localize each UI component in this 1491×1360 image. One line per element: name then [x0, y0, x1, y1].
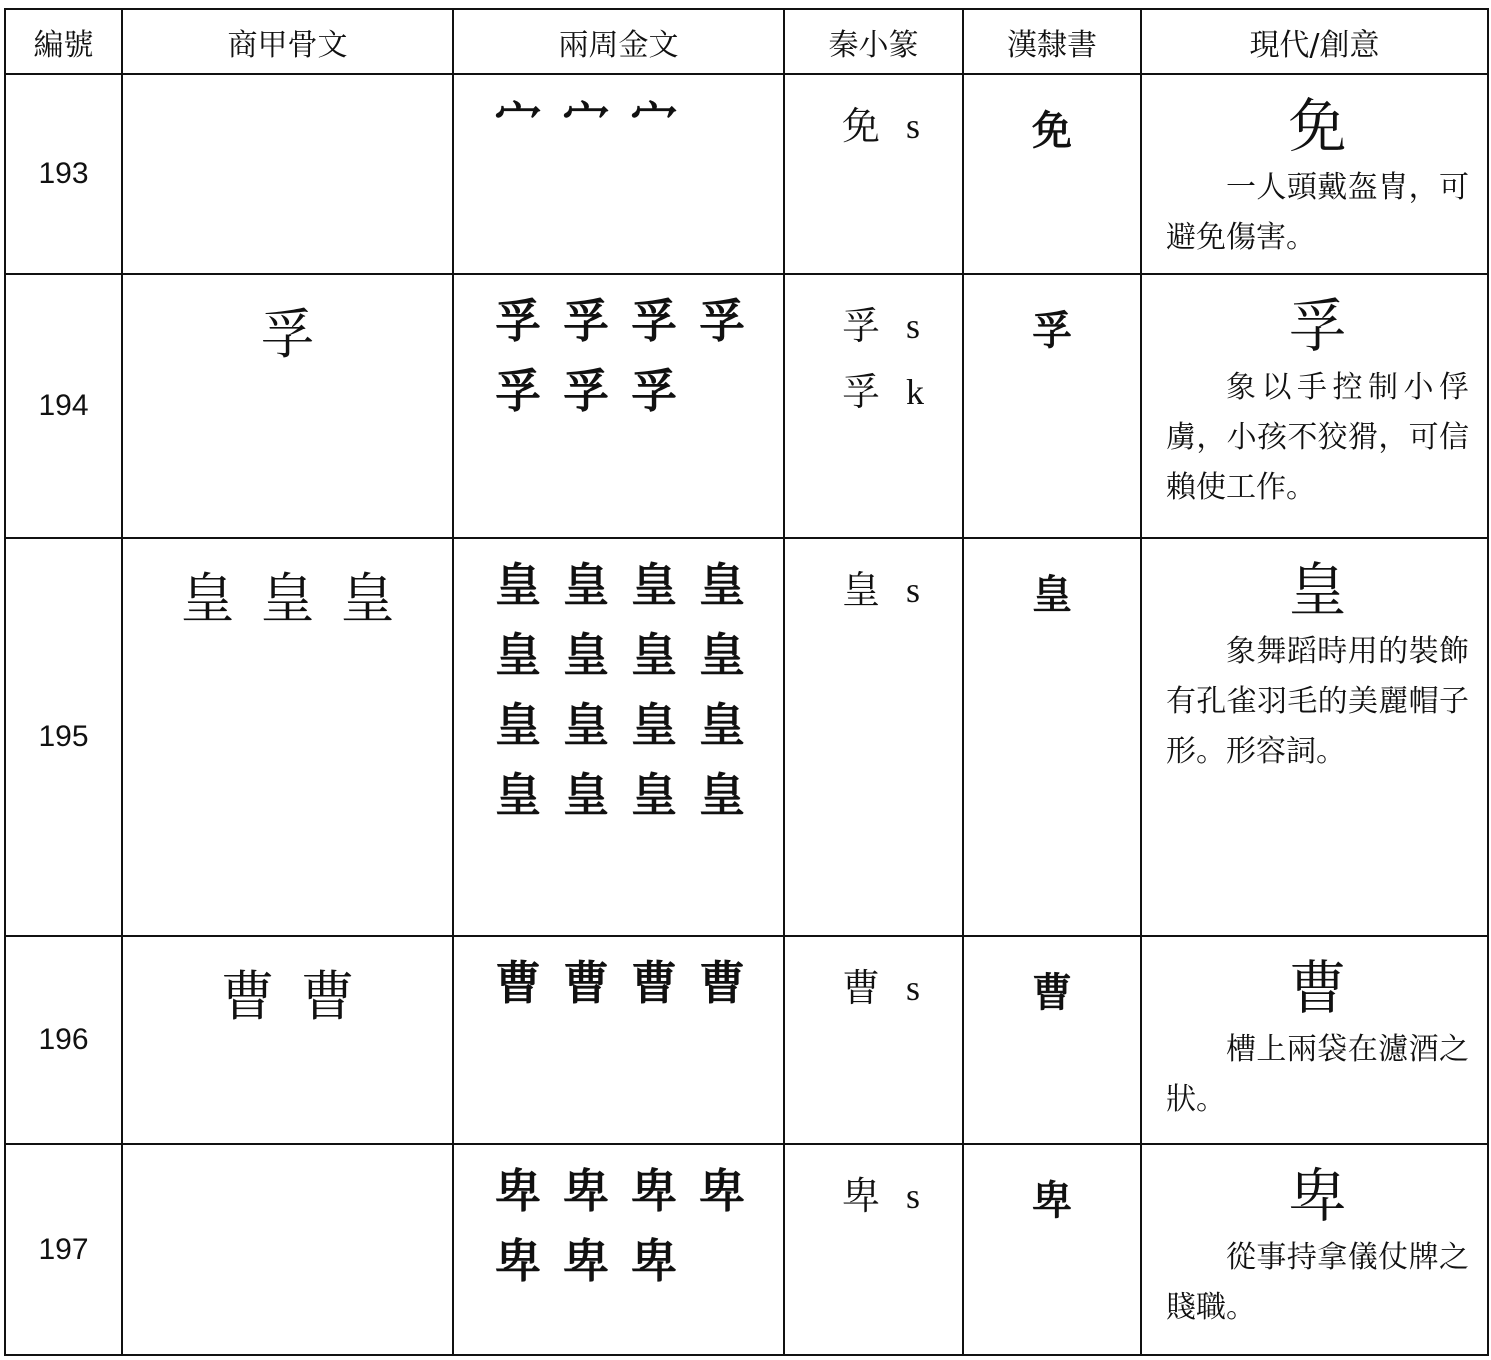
table-row: [5, 1144, 1488, 1355]
bronze-cell: [453, 1144, 784, 1355]
seal-glyph: 卑: [841, 1174, 880, 1218]
oracle-glyph: 皇: [180, 567, 235, 630]
clerical-glyph: 皇: [963, 538, 1141, 936]
bronze-glyph-row: [484, 1163, 763, 1219]
bronze-glyph: 孚: [495, 364, 541, 418]
bronze-glyph: 皇: [699, 628, 745, 682]
bronze-glyph: 皇: [495, 768, 541, 822]
bronze-glyph: 卑: [699, 1164, 745, 1218]
bronze-glyph: 卑: [563, 1164, 609, 1218]
oracle-bone-cell: [122, 936, 453, 1144]
bronze-glyph-row: [484, 955, 763, 1011]
bronze-glyph: 皇: [495, 558, 541, 612]
modern-cell: [1141, 274, 1488, 538]
bronze-glyph: 卑: [495, 1234, 541, 1288]
bronze-glyph: 皇: [699, 558, 745, 612]
bronze-glyph-row: [484, 627, 763, 683]
bronze-glyph: 曹: [699, 956, 745, 1010]
row-number: 196: [5, 936, 122, 1144]
modern-cell: [1141, 936, 1488, 1144]
oracle-glyph: 孚: [260, 303, 315, 366]
bronze-glyph-row: [484, 557, 763, 613]
table-row: [5, 274, 1488, 538]
oracle-bone-cell: [122, 274, 453, 538]
seal-entry: [840, 101, 952, 151]
bronze-glyph: 孚: [563, 364, 609, 418]
bronze-glyph: 孚: [699, 294, 745, 348]
oracle-glyph: 曹: [300, 965, 355, 1028]
bronze-glyph: 皇: [631, 698, 677, 752]
oracle-bone-cell: [122, 74, 453, 274]
explanation-text: 象以手控制小俘虜，小孩不狡猾，可信賴使工作。: [1166, 370, 1469, 505]
explanation-text: 槽上兩袋在濾酒之狀。: [1166, 1032, 1469, 1117]
row-number: 194: [5, 274, 122, 538]
clerical-glyph: 卑: [963, 1144, 1141, 1355]
seal-entry: [840, 301, 952, 351]
bronze-glyph: 皇: [699, 768, 745, 822]
bronze-glyph: 皇: [563, 628, 609, 682]
bronze-glyph: 孚: [631, 294, 677, 348]
bronze-glyph: 宀: [563, 94, 609, 148]
bronze-cell: [453, 74, 784, 274]
bronze-glyph: 宀: [631, 94, 677, 148]
explanation-text: 象舞蹈時用的裝飾有孔雀羽毛的美麗帽子形。形容詞。: [1166, 634, 1469, 769]
seal-entry: [840, 565, 952, 615]
seal-entry: [840, 963, 952, 1013]
row-number: 197: [5, 1144, 122, 1355]
oracle-glyph: 皇: [340, 567, 395, 630]
small-seal-cell: [784, 74, 963, 274]
bronze-cell: [453, 538, 784, 936]
seal-glyph: 孚: [841, 304, 880, 348]
bronze-glyph-row: [484, 363, 763, 419]
header-bronze: 兩周金文: [453, 9, 784, 74]
bronze-cell: [453, 274, 784, 538]
row-number: 195: [5, 538, 122, 936]
bronze-glyph: 曹: [495, 956, 541, 1010]
seal-glyph: 免: [841, 104, 880, 148]
modern-cell: [1141, 74, 1488, 274]
modern-character: 免: [1288, 92, 1347, 160]
bronze-glyph: 曹: [631, 956, 677, 1010]
seal-glyph: 曹: [841, 966, 880, 1010]
header-modern: 現代/創意: [1141, 9, 1488, 74]
oracle-bone-cell: [122, 1144, 453, 1355]
bronze-glyph: 皇: [495, 628, 541, 682]
bronze-cell: [453, 936, 784, 1144]
small-seal-cell: [784, 1144, 963, 1355]
bronze-glyph: 卑: [631, 1234, 677, 1288]
clerical-glyph: 免: [963, 74, 1141, 274]
clerical-glyph: 孚: [963, 274, 1141, 538]
table-row: [5, 538, 1488, 936]
seal-source-tag: k: [906, 372, 924, 412]
modern-character: 孚: [1288, 292, 1347, 360]
header-row: [5, 9, 1488, 74]
seal-source-tag: s: [906, 1176, 921, 1216]
bronze-glyph: 皇: [563, 698, 609, 752]
modern-cell: [1141, 538, 1488, 936]
modern-cell: [1141, 1144, 1488, 1355]
oracle-glyph: 曹: [220, 965, 275, 1028]
oracle-bone-cell: [122, 538, 453, 936]
header-small-seal: 秦小篆: [784, 9, 963, 74]
bronze-glyph-row: [484, 1233, 763, 1289]
character-evolution-table: [4, 8, 1489, 1356]
bronze-glyph: 卑: [495, 1164, 541, 1218]
bronze-glyph: 曹: [563, 956, 609, 1010]
modern-character: 曹: [1288, 954, 1347, 1022]
bronze-glyph: 皇: [631, 768, 677, 822]
seal-source-tag: s: [906, 106, 921, 146]
header-clerical: 漢隸書: [963, 9, 1141, 74]
bronze-glyph: 孚: [631, 364, 677, 418]
seal-source-tag: s: [906, 306, 921, 346]
explanation-text: 一人頭戴盔冑，可避免傷害。: [1166, 170, 1469, 255]
bronze-glyph: 皇: [495, 698, 541, 752]
modern-character: 卑: [1288, 1162, 1347, 1230]
bronze-glyph: 皇: [563, 768, 609, 822]
seal-glyph: 孚: [841, 370, 880, 414]
header-number: 編號: [5, 9, 122, 74]
row-number: 193: [5, 74, 122, 274]
modern-character: 皇: [1288, 556, 1347, 624]
bronze-glyph: 皇: [631, 558, 677, 612]
bronze-glyph: 皇: [699, 698, 745, 752]
bronze-glyph: 孚: [495, 294, 541, 348]
clerical-glyph: 曹: [963, 936, 1141, 1144]
bronze-glyph: 卑: [563, 1234, 609, 1288]
bronze-glyph: 皇: [563, 558, 609, 612]
bronze-glyph-row: [484, 293, 763, 349]
table-row: [5, 74, 1488, 274]
seal-entry: [840, 367, 952, 417]
small-seal-cell: [784, 274, 963, 538]
bronze-glyph: 孚: [563, 294, 609, 348]
bronze-glyph-row: [484, 93, 763, 149]
seal-source-tag: s: [906, 968, 921, 1008]
bronze-glyph: 皇: [631, 628, 677, 682]
bronze-glyph-row: [484, 697, 763, 753]
header-oracle-bone: 商甲骨文: [122, 9, 453, 74]
seal-glyph: 皇: [841, 568, 880, 612]
bronze-glyph: 宀: [495, 94, 541, 148]
bronze-glyph-row: [484, 767, 763, 823]
table-row: [5, 936, 1488, 1144]
small-seal-cell: [784, 936, 963, 1144]
seal-entry: [840, 1171, 952, 1221]
small-seal-cell: [784, 538, 963, 936]
seal-source-tag: s: [906, 570, 921, 610]
explanation-text: 從事持拿儀仗牌之賤職。: [1166, 1240, 1469, 1325]
oracle-glyph: 皇: [260, 567, 315, 630]
bronze-glyph: 卑: [631, 1164, 677, 1218]
